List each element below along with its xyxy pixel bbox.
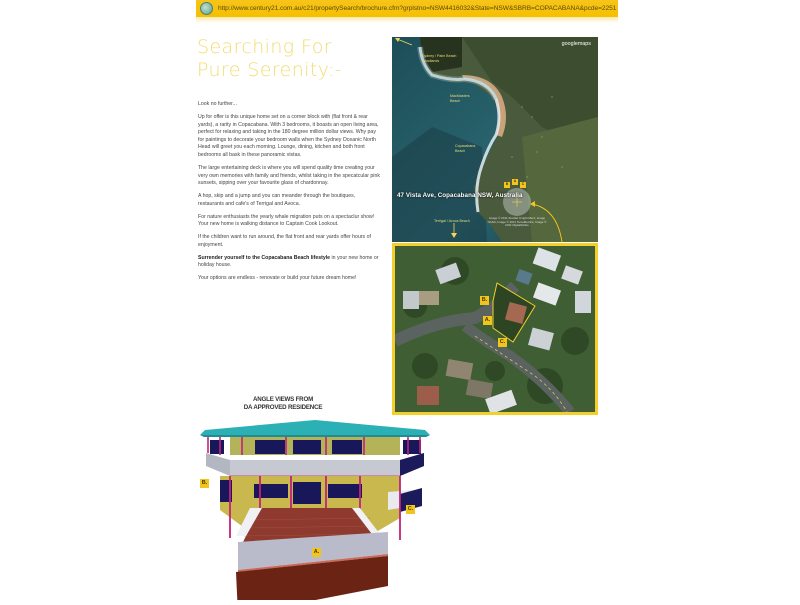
lifestyle-bold: Surrender yourself to the Copacabana Beach lifestyle (198, 254, 331, 261)
angle-marker-a: A. (312, 548, 321, 557)
page-url[interactable]: http://www.century21.com.au/c21/propertySearch/brochure.cfm?grplstno=NSW4416032&State=NSW&SBRB=COPACABANA&pcde=2251 (218, 5, 617, 12)
aerial-photo (392, 243, 598, 415)
map-address: 47 Vista Ave, Copacabana NSW, Australia (397, 192, 523, 199)
brochure-description (198, 101, 382, 288)
brochure-title (197, 36, 342, 82)
map-label-north: Sydney / Palm Beach Headlands (422, 54, 457, 63)
satellite-map (392, 37, 598, 242)
house-render (190, 410, 450, 600)
angle-marker-b: B. (200, 479, 209, 488)
map-label-copacabana: Copacabana Beach (455, 144, 476, 153)
paragraph: For nature enthusiasts the yearly whale migration puts on a spectaclur show! Your new home is walking distance to Captain Cook Lookout. (198, 213, 375, 228)
aerial-marker-b: B. (480, 296, 489, 305)
map-marker-b: B (505, 182, 509, 187)
map-label-south: Terrigal / Avoca Beach (434, 219, 470, 223)
aerial-marker-a: A. (483, 316, 492, 325)
map-copyright: Image © 2011 Sinclair Knight Merz; Image NASA; Image © 2011 TerraMetrics; Image © 2011 DigitalGlobe (487, 216, 547, 228)
paragraph: Up for offer is this unique home set on a corner block with (flat front & rear yards), a rarity in Copacabana. With 3 bedrooms, it boasts an open living area, perfect for relaxing and taking in the 180 degree million dollar views. Why pay for paintings to decorate your bedroom walls when the Sydney Oceanic North Head will greet you each morning. Lounge, dining, kitchen and both front bedrooms all bask in these panoramic vistas. (198, 113, 379, 158)
map-marker-c: C (521, 182, 525, 187)
lifestyle-tail: in your new home or holiday house. (198, 254, 379, 269)
title-line-1: Searching For (197, 36, 332, 58)
angle-views-line-1: ANGLE VIEWS FROM (252, 396, 314, 403)
url-bar (196, 0, 618, 17)
paragraph-closing: Your options are endless - renovate or build your future dream home! (198, 275, 357, 282)
aerial-marker-c: C. (498, 338, 507, 347)
map-brand: googlemaps (561, 41, 591, 47)
aerial-scene (395, 246, 595, 412)
map-terrain (392, 37, 598, 242)
map-label-macmasters: MacMasters Beach (450, 94, 470, 103)
paragraph: The large entertaining deck is where you will spend quality time creating your very own memories with family and friends, whilst taking in the specatcular pink sunsets, sipping over your favourite glass of chardonnay. (198, 164, 380, 187)
url-bar-shadow (196, 17, 618, 23)
title-line-2: Pure Serenity:- (197, 59, 343, 81)
paragraph: Look no further... (198, 101, 237, 107)
paragraph-lifestyle (198, 255, 382, 270)
paragraph: A hop, skip and a jump and you can meander through the boutiques, restaurants and cafe's of Terrigal and Avoca. (198, 193, 356, 207)
globe-icon (200, 2, 213, 15)
angle-marker-c: C. (406, 505, 415, 514)
angle-views-line-2: DA APPROVED RESIDENCE (243, 404, 323, 411)
map-marker-a: A (513, 179, 517, 184)
paragraph: If the children want to run around, the flat front and rear yards offer hours of enjoyment. (198, 234, 371, 248)
